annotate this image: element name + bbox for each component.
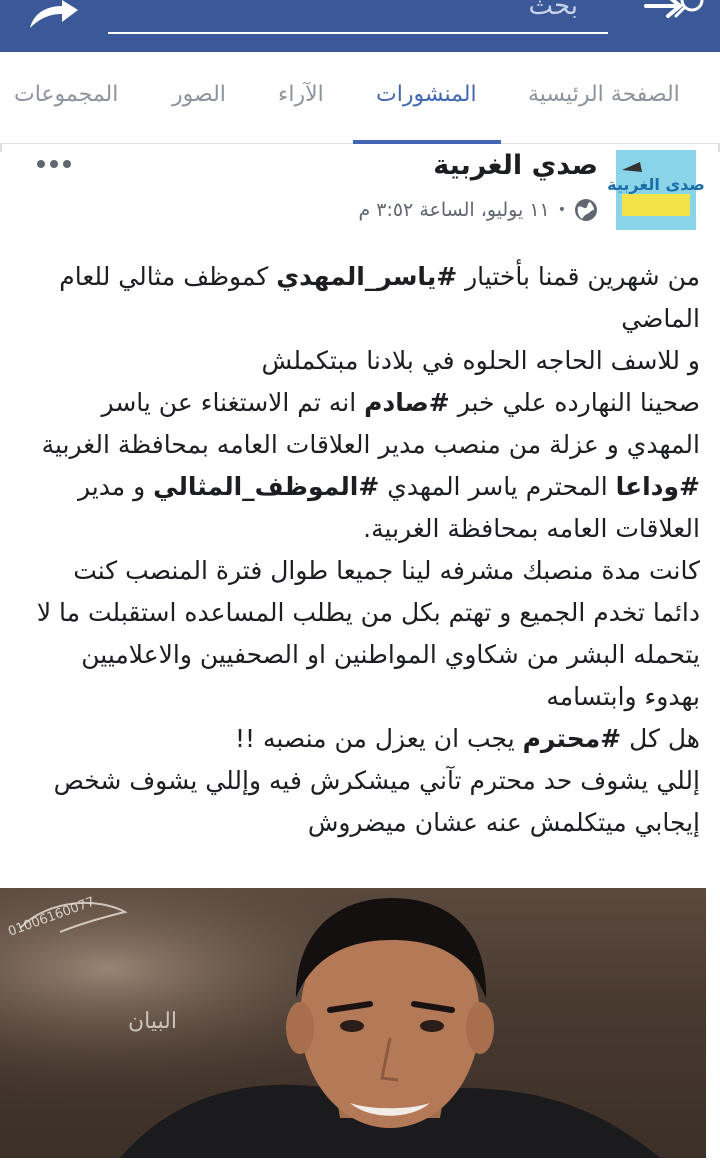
tab-home[interactable]: الصفحة الرئيسية — [528, 82, 680, 107]
hashtag-link[interactable]: #الموظف_المثالي — [153, 472, 380, 501]
card-border — [0, 144, 720, 152]
page-logo-icon — [607, 150, 705, 230]
avatar-label: صدى الغربية — [607, 175, 705, 194]
post-timestamp[interactable]: ١١ يوليو، الساعة ٣:٥٢ م — [358, 199, 550, 221]
post-paragraph: هل كل #محترم يجب ان يعزل من منصبه !! — [234, 724, 700, 753]
photo-signature: 01006160077 — [6, 894, 97, 940]
globe-icon — [574, 198, 598, 222]
portrait-image — [0, 888, 720, 1158]
page-name[interactable]: صدي الغربية — [433, 150, 598, 181]
post-paragraph: صحينا النهارده علي خبر #صادم انه تم الاستغناء عن ياسر المهدي و عزلة من منصب مدير العلاقات العامه بمحافظة الغربية — [41, 388, 700, 459]
search-input[interactable] — [108, 0, 578, 26]
meta-separator: • — [557, 202, 566, 218]
hashtag-link[interactable]: #محترم — [522, 724, 622, 753]
avatar[interactable] — [607, 150, 705, 230]
share-icon[interactable] — [22, 0, 80, 30]
page-tabs — [0, 52, 720, 144]
post-paragraph: كانت مدة منصبك مشرفه لينا جميعا طوال فترة المنصب كنت دائما تخدم الجميع و تهتم بكل من يطلب المساعده استقبلت ما لا يتحمله البشر من شكاوي المواطنين او الصحفيين والاعلاميين بهدوء وابتسامه — [36, 556, 700, 711]
post-paragraph: #وداعا المحترم ياسر المهدي #الموظف_المثالي و مدير العلاقات العامه بمحافظة الغربية. — [77, 472, 700, 543]
hashtag-link[interactable]: #صادم — [364, 388, 450, 417]
post-body — [24, 256, 700, 844]
post-paragraph: و للاسف الحاجه الحلوه في بلادنا مبتكملش — [261, 346, 700, 375]
forward-arrow-icon[interactable] — [642, 0, 686, 22]
post-meta — [358, 196, 598, 224]
search-bar[interactable] — [108, 0, 608, 34]
post-paragraph: إللي يشوف حد محترم تآني ميشكرش فيه وإللي يشوف شخص إيجابي ميتكلمش عنه عشان ميضروش — [53, 766, 700, 837]
tab-photos[interactable]: الصور — [172, 82, 226, 107]
tab-posts[interactable]: المنشورات — [376, 82, 477, 107]
top-navigation-bar — [0, 0, 720, 52]
tab-groups[interactable]: المجموعات — [14, 82, 119, 107]
more-options-icon[interactable] — [36, 150, 72, 180]
photo-watermark: البيان — [128, 1009, 177, 1034]
hashtag-link[interactable]: #ياسر_المهدي — [276, 262, 458, 291]
tab-reviews[interactable]: الآراء — [278, 82, 324, 107]
card-edge — [706, 888, 720, 1158]
post-photo[interactable] — [0, 888, 720, 1158]
post-paragraph: من شهرين قمنا بأختيار #ياسر_المهدي كموظف مثالي للعام الماضي — [59, 262, 700, 333]
hashtag-link[interactable]: #وداعا — [615, 472, 700, 501]
